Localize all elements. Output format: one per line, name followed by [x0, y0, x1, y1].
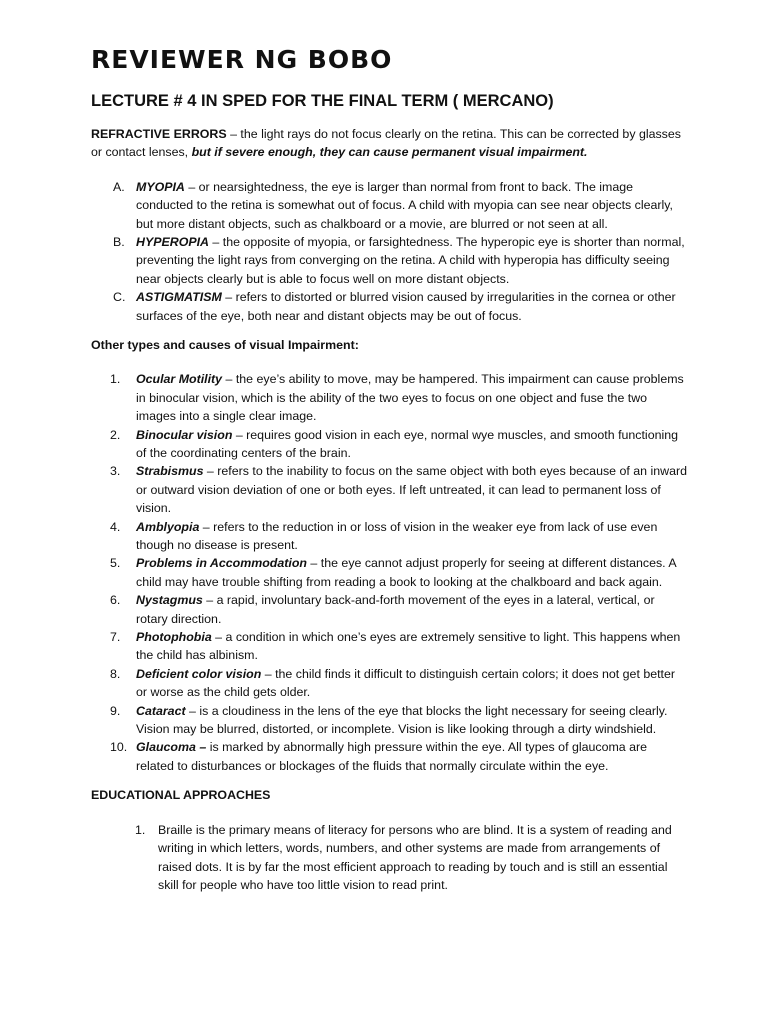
list-item	[91, 518, 688, 555]
list-item-text: – the eye cannot adjust properly for seeing at different distances. A child may have trouble shifting from reading a book to looking at the chalkboard and back again.	[136, 556, 676, 589]
list-item-text: is marked by abnormally high pressure within the eye. All types of glaucoma are related to disturbances or blockages of the fluids that normally circulate within the eye.	[136, 740, 648, 773]
list-item-text: – the opposite of myopia, or farsightedness. The hyperopic eye is shorter than normal, preventing the light rays from converging on the retina. A child with hyperopia has difficulty seeing near objects clearly but is able to focus well on more distant objects.	[136, 234, 685, 286]
list-marker: 2.	[110, 427, 121, 442]
list-item-term: HYPEROPIA	[136, 234, 209, 249]
list-item-term: Amblyopia	[136, 519, 200, 534]
list-marker: C.	[113, 290, 126, 305]
list-item-term: Problems in Accommodation	[136, 556, 307, 571]
list-marker: 1.	[135, 822, 146, 837]
list-item-text: – or nearsightedness, the eye is larger than normal from front to back. The image conducted to the retina is somewhat out of focus. A child with myopia can see near objects clearly, but more distant objects, such as chalkboard or a movie, are blurred or not seen at all.	[136, 179, 673, 231]
list-item-text: – the eye’s ability to move, may be hampered. This impairment can cause problems in binocular vision, which is the ability of the two eyes to focus on one object and fuse the two images into a single clear image.	[136, 372, 684, 424]
intro-text: – the light rays do not focus clearly on the retina. This can be corrected by glasses or contact lenses,	[91, 126, 681, 160]
list-item-text: – a condition in which one’s eyes are extremely sensitive to light. This happens when the child has albinism.	[136, 630, 681, 663]
list-marker: 6.	[110, 593, 121, 608]
list-item-term: Strabismus	[136, 464, 204, 479]
list-marker: 8.	[110, 666, 121, 681]
list-marker: 3.	[110, 464, 121, 479]
list-item-term: Ocular Motility	[136, 372, 223, 387]
list-item	[91, 370, 688, 425]
list-item	[91, 426, 688, 463]
approaches-heading: EDUCATIONAL APPROACHES	[91, 788, 271, 803]
other-types-heading: Other types and causes of visual Impairment:	[91, 337, 359, 352]
list-item	[91, 738, 688, 775]
list-item-text: – the child finds it difficult to distinguish certain colors; it does not get better or worse as the child gets older.	[136, 666, 676, 700]
document-title: REVIEWER NG BOBO	[91, 45, 393, 74]
list-item	[91, 821, 688, 895]
list-item	[91, 628, 688, 665]
intro-emphasis: but if severe enough, they can cause permanent visual impairment.	[191, 145, 588, 160]
list-item-text: – requires good vision in each eye, normal wye muscles, and smooth functioning of the coordinating centers of the brain.	[136, 427, 679, 460]
list-marker: 7.	[110, 630, 121, 645]
list-item	[91, 665, 688, 702]
list-marker: 4.	[110, 519, 121, 534]
list-item-term: ASTIGMATISM	[136, 290, 222, 305]
list-item-term: Binocular vision	[136, 427, 233, 442]
list-item-term: Nystagmus	[136, 593, 203, 608]
list-item-text: – refers to the inability to focus on the same object with both eyes because of an inward or outward vision deviation of one or both eyes. If left untreated, it can lead to permanent loss of vision.	[136, 464, 687, 516]
list-item	[91, 591, 688, 628]
list-item	[91, 178, 688, 233]
list-marker: A.	[113, 179, 125, 194]
lecture-heading: LECTURE # 4 IN SPED FOR THE FINAL TERM ( MERCANO)	[91, 92, 554, 111]
list-item-term: Deficient color vision	[136, 666, 262, 681]
list-item	[91, 233, 688, 288]
list-item-text: – refers to the reduction in or loss of vision in the weaker eye from lack of use even though no disease is present.	[136, 519, 658, 552]
list-item-term: Cataract	[136, 703, 186, 718]
list-item	[91, 702, 688, 739]
list-marker: 10.	[110, 740, 128, 755]
list-item	[91, 554, 688, 591]
refractive-errors-list	[91, 178, 688, 325]
list-item-term: MYOPIA	[136, 179, 185, 194]
other-types-list	[91, 370, 688, 775]
list-item	[91, 462, 688, 517]
list-item-text: – refers to distorted or blurred vision caused by irregularities in the cornea or other surfaces of the eye, both near and distant objects may be out of focus.	[136, 290, 676, 323]
list-item-term: Photophobia	[136, 630, 212, 645]
list-marker: 5.	[110, 556, 121, 571]
refractive-errors-intro	[91, 125, 688, 162]
list-item-term: Glaucoma –	[136, 740, 207, 755]
list-marker: 1.	[110, 372, 121, 387]
list-marker: 9.	[110, 703, 121, 718]
list-item	[91, 288, 688, 325]
intro-term: REFRACTIVE ERRORS	[91, 126, 227, 141]
list-item-text: – is a cloudiness in the lens of the eye that blocks the light necessary for seeing clearly. Vision may be blurred, distorted, or incomplete. Vision is like looking through a dirty windshield.	[136, 703, 668, 737]
list-item-text: – a rapid, involuntary back-and-forth movement of the eyes in a lateral, vertical, or rotary direction.	[136, 593, 655, 626]
list-item-text: Braille is the primary means of literacy for persons who are blind. It is a system of reading and writing in which letters, words, numbers, and other systems are made from arrangements of raised dots. It is by far the most efficient approach to reading by touch and is still an essential skill for people who have too little vision to read print.	[158, 822, 672, 892]
approaches-list	[91, 821, 688, 895]
list-marker: B.	[113, 234, 125, 249]
